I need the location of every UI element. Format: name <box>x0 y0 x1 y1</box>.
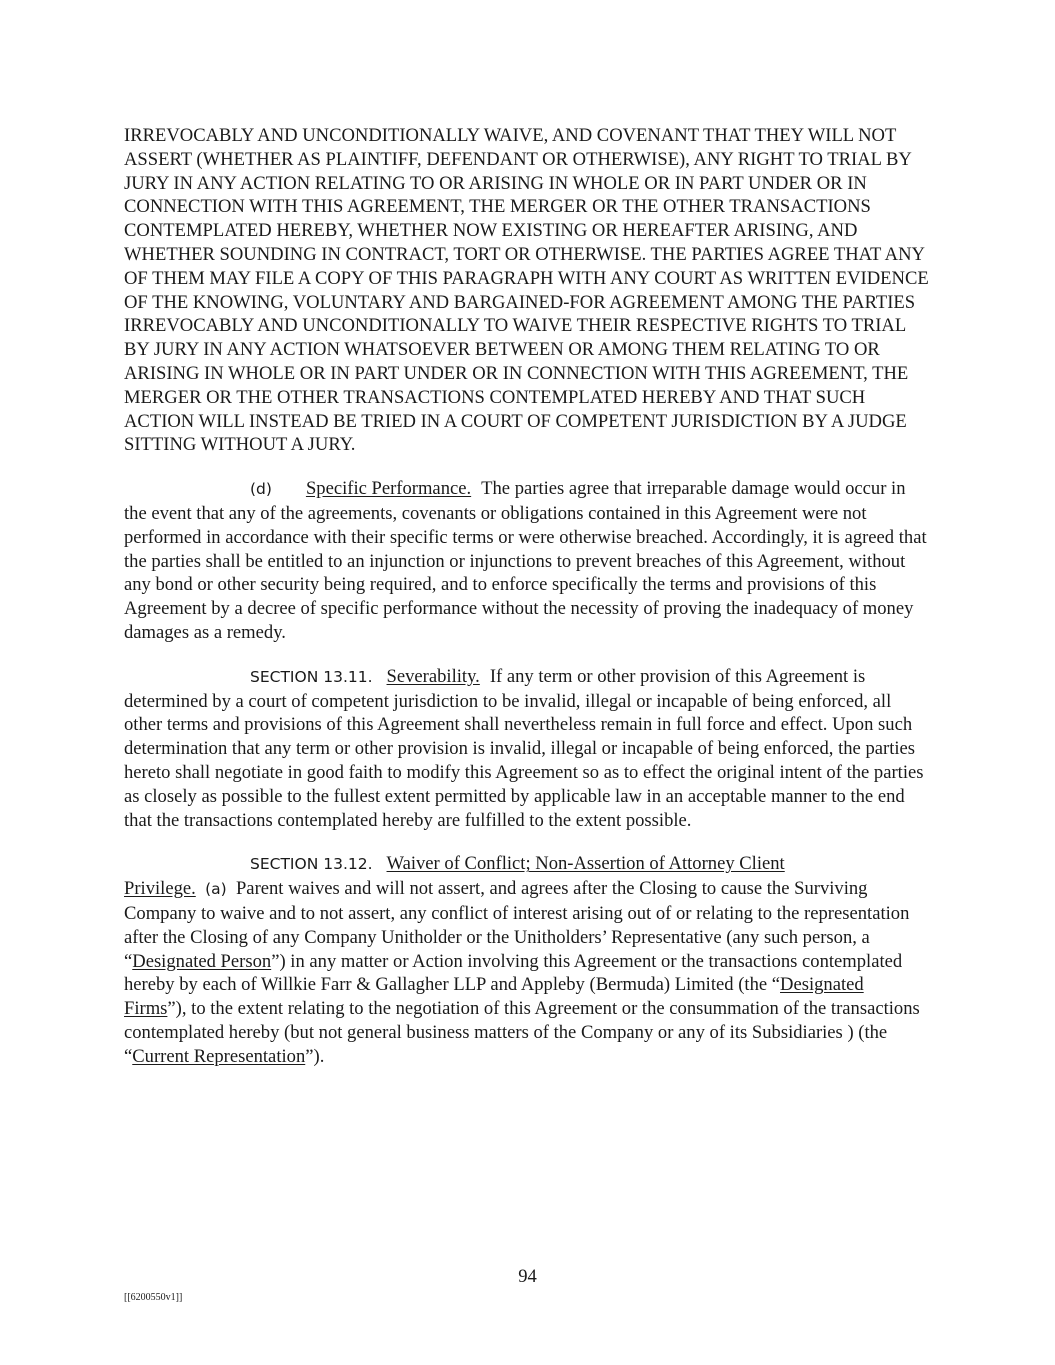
section-13-12-paragraph <box>124 852 930 1068</box>
waiver-text-4: ”). <box>305 1045 325 1067</box>
defined-term-designated-person: Designated Person <box>132 950 272 972</box>
waiver-text-2: ”) in any matter or Action involving this Agreement or the transactions contemplated hereby by each of Willkie Farr & Gallagher LLP and Appleby (Bermuda) Limited (the “ <box>124 950 903 996</box>
section-13-11-paragraph <box>124 665 930 833</box>
waiver-text-1: Parent waives and will not assert, and agrees after the Closing to cause the Surviving Company to waive and to not assert, any conflict of interest arising out of or relating to the representation after the Closing of any Company Unitholder or the Unitholders’ Representative (any such person, a “ <box>124 878 910 972</box>
specific-performance-text: The parties agree that irreparable damage would occur in the event that any of the agreements, covenants or obligations contained in this Agreement were not performed in accordance with their specific terms or were otherwise breached. Accordingly, it is agreed that the parties shall be entitled to an injunction or injunctions to prevent breaches of this Agreement, without any bond or other security being required, and to enforce specifically the terms and provisions of this Agreement by a decree of specific performance without the necessity of proving the inadequacy of money damages as a remedy. <box>124 478 927 643</box>
specific-performance-heading: Specific Performance. <box>305 478 472 500</box>
severability-text: If any term or other provision of this Agreement is determined by a court of competent jurisdiction to be invalid, illegal or incapable of being enforced, all other terms and provisions of this Agreement shall nevertheless remain in full force and effect. Upon such determination that any term or other provision is invalid, illegal or incapable of being enforced, the parties hereto shall negotiate in good faith to modify this Agreement so as to effect the original intent of the parties as closely as possible to the fullest extent permitted by applicable law in an acceptable manner to the end that the transactions contemplated hereby are fulfilled to the extent possible. <box>124 665 924 831</box>
waiver-text-3: ”), to the extent relating to the negotiation of this Agreement or the consummation of the transactions contemplated hereby (but not general business matters of the Company or any of its Subsidiaries ) (the “ <box>124 998 920 1067</box>
specific-performance-paragraph <box>124 477 930 645</box>
page-number: 94 <box>518 1266 537 1287</box>
section-13-12-number: SECTION 13.12. <box>250 855 373 874</box>
waiver-of-conflict-heading: Waiver of Conflict; Non-Assertion of Attorney Client <box>386 853 785 875</box>
document-page <box>124 124 930 1068</box>
subsection-label-a: (a) <box>205 880 227 899</box>
privilege-heading: Privilege. <box>124 878 196 900</box>
defined-term-designated-firms: Designated Firms <box>124 974 864 1020</box>
section-13-11-number: SECTION 13.11. <box>250 667 373 686</box>
defined-term-current-representation: Current Representation <box>132 1045 306 1067</box>
jury-waiver-paragraph: IRREVOCABLY AND UNCONDITIONALLY WAIVE, AND COVENANT THAT THEY WILL NOT ASSERT (WHETHER AS PLAINTIFF, DEFENDANT OR OTHERWISE), ANY RIGHT TO TRIAL BY JURY IN ANY ACTION RELATING TO OR ARISING IN WHOLE OR IN PART UNDER OR IN CONNECTION WITH THIS AGREEMENT, THE MERGER OR THE OTHER TRANSACTIONS CONTEMPLATED HEREBY, WHETHER NOW EXISTING OR HEREAFTER ARISING, AND WHETHER SOUNDING IN CONTRACT, TORT OR OTHERWISE. THE PARTIES AGREE THAT ANY OF THEM MAY FILE A COPY OF THIS PARAGRAPH WITH ANY COURT AS WRITTEN EVIDENCE OF THE KNOWING, VOLUNTARY AND BARGAINED-FOR AGREEMENT AMONG THE PARTIES IRREVOCABLY AND UNCONDITIONALLY TO WAIVE THEIR RESPECTIVE RIGHTS TO TRIAL BY JURY IN ANY ACTION WHATSOEVER BETWEEN OR AMONG THEM RELATING TO OR ARISING IN WHOLE OR IN PART UNDER OR IN CONNECTION WITH THIS AGREEMENT, THE MERGER OR THE OTHER TRANSACTIONS CONTEMPLATED HEREBY AND THAT SUCH ACTION WILL INSTEAD BE TRIED IN A COURT OF COMPETENT JURISDICTION BY A JUDGE SITTING WITHOUT A JURY. <box>124 125 929 456</box>
subsection-label-d: (d) <box>250 480 272 499</box>
document-id: [[6200550v1]] <box>124 1292 183 1303</box>
severability-heading: Severability. <box>386 665 480 687</box>
